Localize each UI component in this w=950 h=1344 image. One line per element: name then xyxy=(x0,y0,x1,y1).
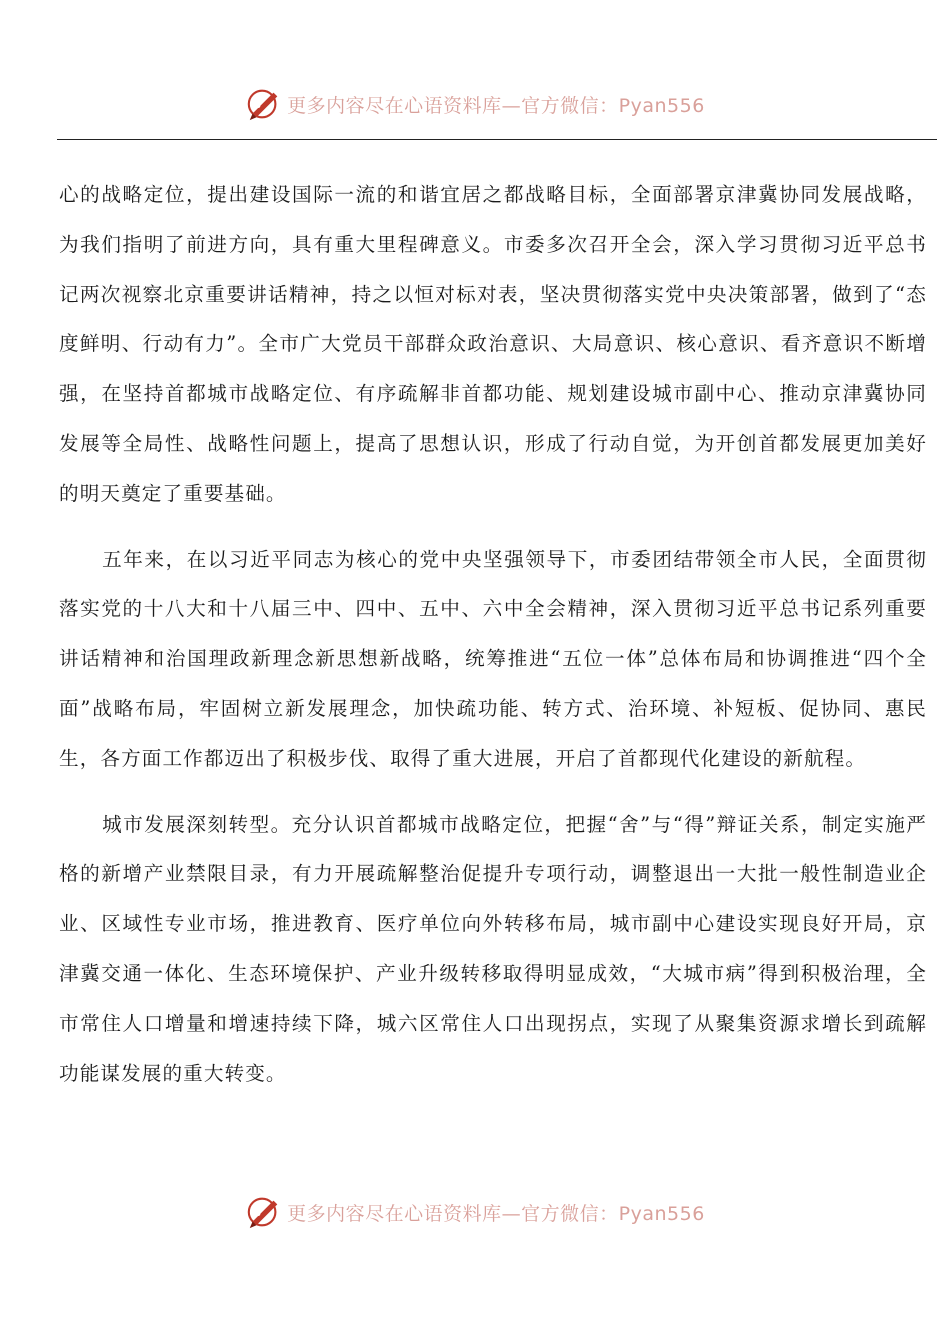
pen-logo-icon xyxy=(245,1192,283,1232)
header-divider xyxy=(57,139,937,140)
header-watermark xyxy=(0,82,950,126)
watermark-main-text: 更多内容尽在心语资料库— xyxy=(287,94,522,117)
paragraph-2: 五年来，在以习近平同志为核心的党中央坚强领导下，市委团结带领全市人民，全面贯彻落实党的十八大和十八届三中、四中、五中、六中全会精神，深入贯彻习近平总书记系列重要讲话精神和治国理政新理念新思想新战略，统筹推进“五位一体”总体布局和协调推进“四个全面”战略布局，牢固树立新发展理念，加快疏功能、转方式、治环境、补短板、促协同、惠民生，各方面工作都迈出了积极步伐、取得了重大进展，开启了首都现代化建设的新航程。 xyxy=(59,547,927,770)
watermark-wechat-text: 官方微信：Pyan556 xyxy=(521,1202,705,1225)
paragraph-3: 城市发展深刻转型。充分认识首都城市战略定位，把握“舍”与“得”辩证关系，制定实施严格的新增产业禁限目录，有力开展疏解整治促提升专项行动，调整退出一大批一般性制造业企业、区域性专业市场，推进教育、医疗单位向外转移布局，城市副中心建设实现良好开局，京津冀交通一体化、生态环境保护、产业升级转移取得明显成效，“大城市病”得到积极治理，全市常住人口增量和增速持续下降，城六区常住人口出现拐点，实现了从聚集资源求增长到疏解功能谋发展的重大转变。 xyxy=(59,812,927,1085)
pen-logo-icon xyxy=(245,84,283,124)
paragraph-1: 心的战略定位，提出建设国际一流的和谐宜居之都战略目标，全面部署京津冀协同发展战略，为我们指明了前进方向，具有重大里程碑意义。市委多次召开全会，深入学习贯彻习近平总书记两次视察北京重要讲话精神，持之以恒对标对表，坚决贯彻落实党中央决策部署，做到了“态度鲜明、行动有力”。全市广大党员干部群众政治意识、大局意识、核心意识、看齐意识不断增强，在坚持首都城市战略定位、有序疏解非首都功能、规划建设城市副中心、推动京津冀协同发展等全局性、战略性问题上，提高了思想认识，形成了行动自觉，为开创首都发展更加美好的明天奠定了重要基础。 xyxy=(59,183,927,505)
document-body xyxy=(59,170,927,1098)
footer-watermark xyxy=(0,1190,950,1234)
watermark-main-text: 更多内容尽在心语资料库— xyxy=(287,1202,522,1225)
watermark-wechat-text: 官方微信：Pyan556 xyxy=(521,94,705,117)
